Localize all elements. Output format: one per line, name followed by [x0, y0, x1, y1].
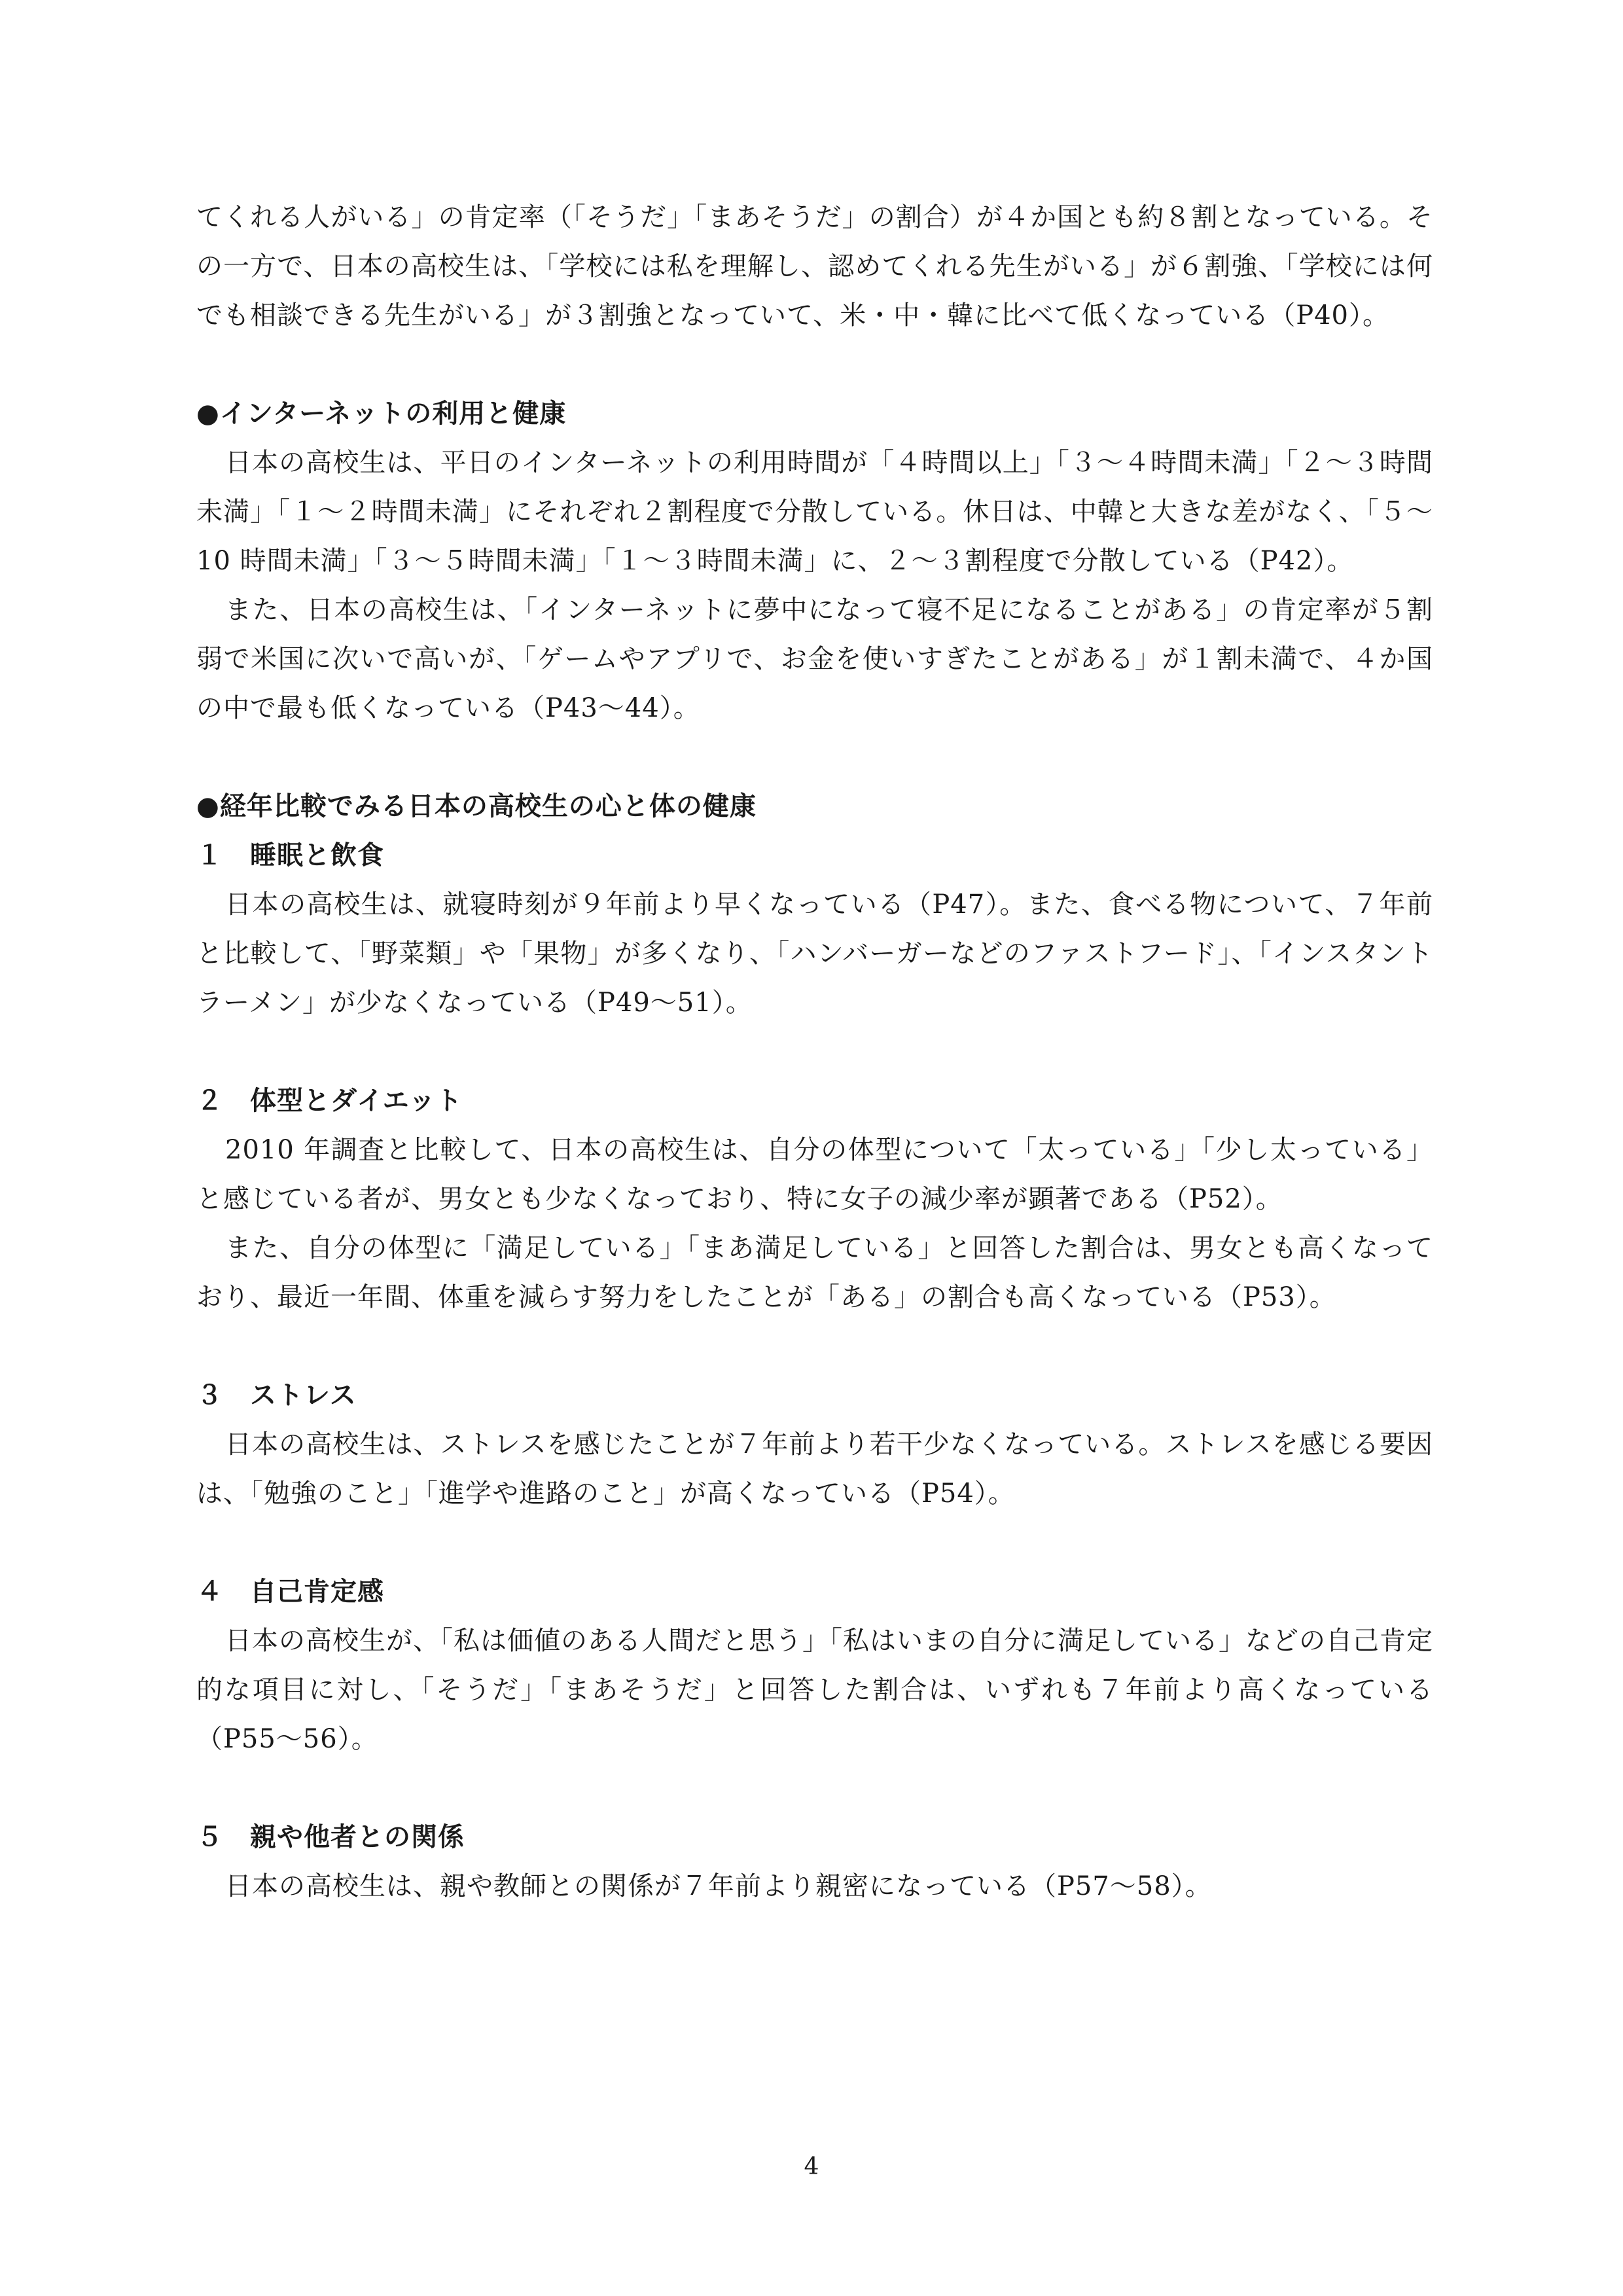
spacer — [196, 340, 1433, 389]
section-self-esteem — [196, 1568, 1433, 1764]
section-relationships — [196, 1813, 1433, 1911]
section-paragraph: 日本の高校生は、就寝時刻が９年前より早くなっている（P47）。また、食べる物について、７年前と比較して、「野菜類」や「果物」が多くなり、「ハンバーガーなどのファストフード」、「インスタントラーメン」が少なくなっている（P49～51）。 — [196, 889, 1433, 1018]
internet-heading: ●インターネットの利用と健康 — [196, 399, 567, 429]
section-title: ２ 体型とダイエット — [196, 1086, 463, 1116]
section-paragraph: 日本の高校生が、「私は価値のある人間だと思う」「私はいまの自分に満足している」などの自己肯定的な項目に対し、「そうだ」「まあそうだ」と回答した割合は、いずれも７年前より高くなっている（P55～56）。 — [196, 1626, 1433, 1754]
comparison-heading: ●経年比較でみる日本の高校生の心と体の健康 — [196, 791, 757, 821]
internet-paragraph-1: 日本の高校生は、平日のインターネットの利用時間が「４時間以上」「３～４時間未満」「２～３時間未満」「１～２時間未満」にそれぞれ２割程度で分散している。休日は、中韓と大きな差がなく、「５～10 時間未満」「３～５時間未満」「１～３時間未満」に、２～３割程度で分散している（P42）。 — [196, 448, 1433, 576]
spacer — [196, 1028, 1433, 1077]
section-paragraph: 日本の高校生は、親や教師との関係が７年前より親密になっている（P57～58）。 — [225, 1871, 1212, 1901]
internet-paragraph-2: また、日本の高校生は、「インターネットに夢中になって寝不足になることがある」の肯定率が５割弱で米国に次いで高いが、「ゲームやアプリで、お金を使いすぎたことがある」が１割未満で、４か国の中で最も低くなっている（P43～44）。 — [196, 595, 1433, 723]
page-number: 4 — [804, 2153, 819, 2180]
intro-paragraph: てくれる人がいる」の肯定率（「そうだ」「まあそうだ」の割合）が４か国とも約８割となっている。その一方で、日本の高校生は、「学校には私を理解し、認めてくれる先生がいる」が６割強、「学校には何でも相談できる先生がいる」が３割強となっていて、米・中・韓に比べて低くなっている（P40）。 — [196, 202, 1433, 331]
spacer — [196, 1322, 1433, 1371]
spacer — [196, 1518, 1433, 1568]
section-body-diet — [196, 1077, 1433, 1322]
section-title: １ 睡眠と飲食 — [196, 840, 384, 870]
section-sleep-diet — [196, 831, 1433, 1028]
section-title: ５ 親や他者との関係 — [196, 1822, 465, 1852]
spacer — [196, 1764, 1433, 1813]
section-stress — [196, 1371, 1433, 1518]
section-title: ４ 自己肯定感 — [196, 1577, 384, 1607]
section-paragraph: また、自分の体型に「満足している」「まあ満足している」と回答した割合は、男女とも高くなっており、最近一年間、体重を減らす努力をしたことが「ある」の割合も高くなっている（P53）。 — [196, 1233, 1433, 1312]
section-title: ３ ストレス — [196, 1380, 357, 1410]
document-body — [196, 193, 1433, 1911]
spacer — [196, 733, 1433, 782]
section-paragraph: 日本の高校生は、ストレスを感じたことが７年前より若干少なくなっている。ストレスを感じる要因は、「勉強のこと」「進学や進路のこと」が高くなっている（P54）。 — [196, 1429, 1433, 1509]
section-paragraph: 2010 年調査と比較して、日本の高校生は、自分の体型について「太っている」「少し太っている」と感じている者が、男女とも少なくなっており、特に女子の減少率が顕著である（P52）。 — [196, 1135, 1433, 1214]
